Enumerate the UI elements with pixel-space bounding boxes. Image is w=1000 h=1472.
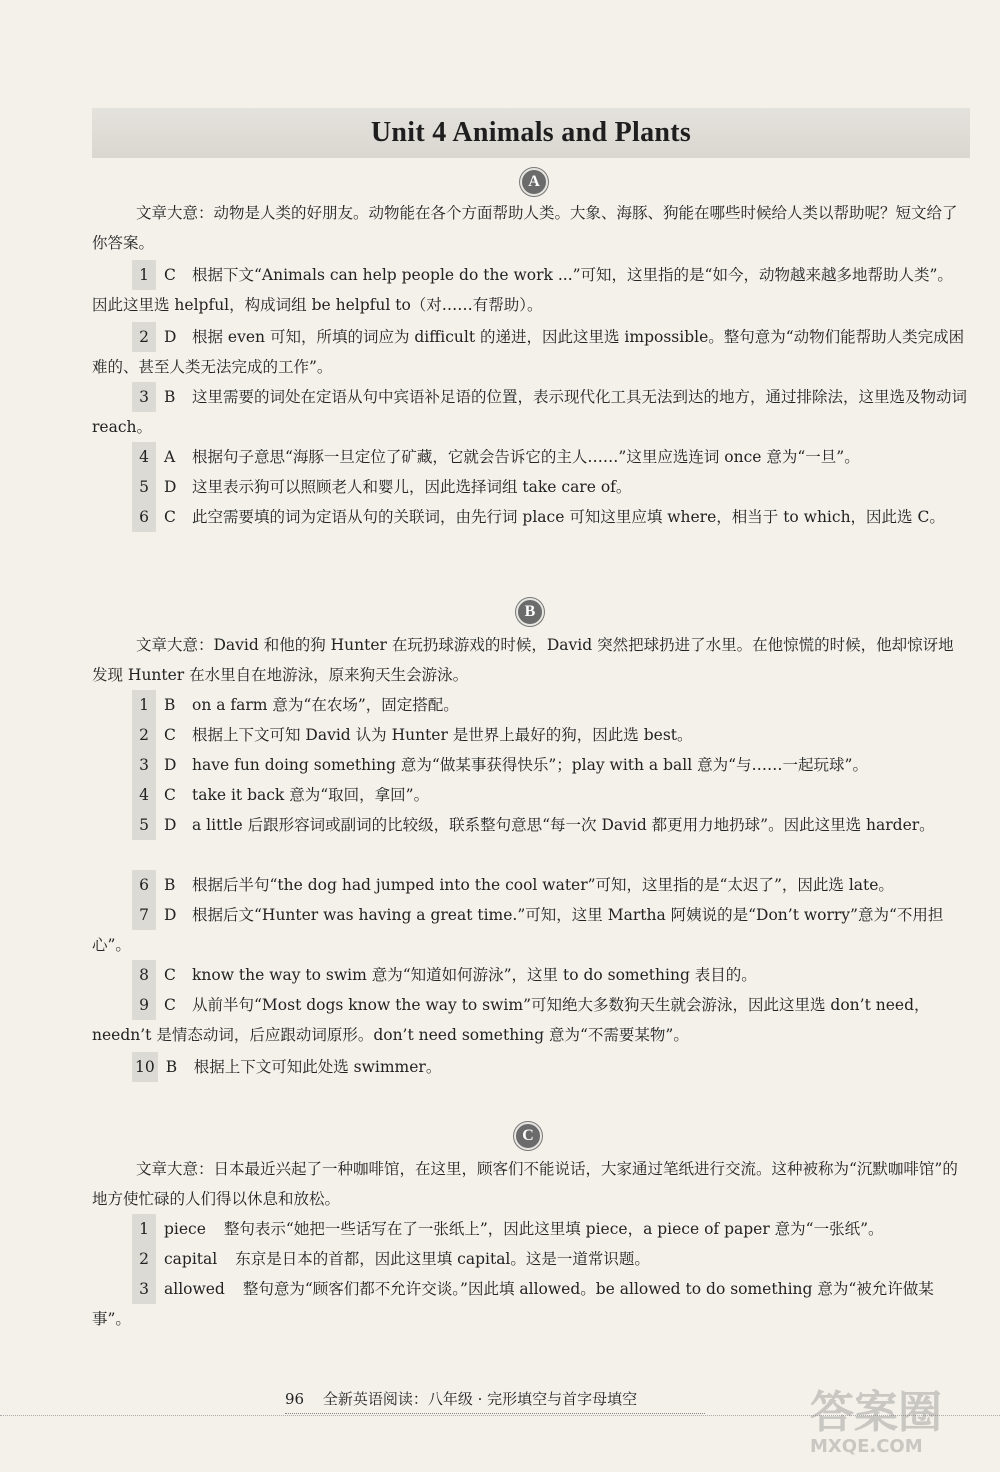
- watermark-logo: 答案圈 MXQE.COM: [810, 1387, 942, 1457]
- section-b-item: 3 D have fun doing something 意为“做某事获得快乐”；play with a ball 意为“与……一起玩球”。: [92, 750, 968, 780]
- section-b-item: 1 B on a farm 意为“在农场”，固定搭配。: [92, 690, 968, 720]
- section-b-item: 7 D 根据后文“Hunter was having a great time.”可知，这里 Martha 阿姨说的是“Don’t worry”意为“不用担心”。: [92, 900, 968, 960]
- section-b-item: 10 B 根据上下文可知此处选 swimmer。: [92, 1052, 968, 1082]
- section-c-item: 3 allowed 整句意为“顾客们都不允许交谈。”因此填 allowed。be allowed to do something 意为“被允许做某事”。: [92, 1274, 968, 1334]
- page-number: 96: [285, 1390, 305, 1408]
- section-a-item: 4 A 根据句子意思“海豚一旦定位了矿藏，它就会告诉它的主人……”这里应选连词 once 意为“一旦”。: [92, 442, 968, 472]
- section-b-summary: 文章大意：David 和他的狗 Hunter 在玩扔球游戏的时候，David 突然把球扔进了水里。在他惊慌的时候，他却惊讶地发现 Hunter 在水里自在地游泳，原来狗天生会游泳。: [92, 636, 954, 684]
- section-c-item: 2 capital 东京是日本的首都，因此这里填 capital。这是一道常识题。: [92, 1244, 968, 1274]
- unit-title: Unit 4 Animals and Plants: [370, 117, 692, 148]
- book-title: 全新英语阅读：八年级 · 完形填空与首字母填空: [322, 1390, 638, 1408]
- section-b-item: 4 C take it back 意为“取回，拿回”。: [92, 780, 968, 810]
- unit-title-bar: [92, 108, 970, 158]
- section-a-item: 2 D 根据 even 可知，所填的词应为 difficult 的递进，因此这里选 impossible。整句意为“动物们能帮助人类完成困难的、甚至人类无法完成的工作”。: [92, 322, 968, 382]
- section-c-item: 1 piece 整句表示“她把一些话写在了一张纸上”，因此这里填 piece，a piece of paper 意为“一张纸”。: [92, 1214, 968, 1244]
- section-b-item: 5 D a little 后跟形容词或副词的比较级，联系整句意思“每一次 David 都更用力地扔球”。因此这里选 harder。: [92, 810, 968, 840]
- section-badge-b: B: [516, 598, 544, 626]
- section-a-item: 3 B 这里需要的词处在定语从句中宾语补足语的位置，表示现代化工具无法到达的地方，通过排除法，这里选及物动词 reach。: [92, 382, 968, 442]
- section-c-summary: 文章大意：日本最近兴起了一种咖啡馆，在这里，顾客们不能说话，大家通过笔纸进行交流。这种被称为“沉默咖啡馆”的地方使忙碌的人们得以休息和放松。: [92, 1160, 958, 1208]
- section-badge-a: A: [520, 168, 548, 196]
- section-a-item: 5 D 这里表示狗可以照顾老人和婴儿，因此选择词组 take care of。: [92, 472, 968, 502]
- page-footer: [285, 1388, 705, 1414]
- section-b-item: 8 C know the way to swim 意为“知道如何游泳”，这里 to do something 表目的。: [92, 960, 968, 990]
- section-badge-c: C: [514, 1122, 542, 1150]
- section-b-item: 6 B 根据后半句“the dog had jumped into the cool water”可知，这里指的是“太迟了”，因此选 late。: [92, 870, 968, 900]
- section-a-item: 6 C 此空需要填的词为定语从句的关联词，由先行词 place 可知这里应填 where，相当于 to which，因此选 C。: [92, 502, 968, 532]
- section-b-item: 9 C 从前半句“Most dogs know the way to swim”可知绝大多数狗天生就会游泳，因此这里选 don’t need，needn’t 是情态动词，后应跟动词原形。don’t need something 意为“不需要某物”。: [92, 990, 968, 1050]
- section-b-item: 2 C 根据上下文可知 David 认为 Hunter 是世界上最好的狗，因此选 best。: [92, 720, 968, 750]
- section-a-summary: 文章大意：动物是人类的好朋友。动物能在各个方面帮助人类。大象、海豚、狗能在哪些时候给人类以帮助呢？短文给了你答案。: [92, 204, 958, 252]
- section-a-item: 1 C 根据下文“Animals can help people do the work ...”可知，这里指的是“如今，动物越来越多地帮助人类”。因此这里选 helpful，构成词组 be helpful to（对……有帮助）。: [92, 260, 968, 320]
